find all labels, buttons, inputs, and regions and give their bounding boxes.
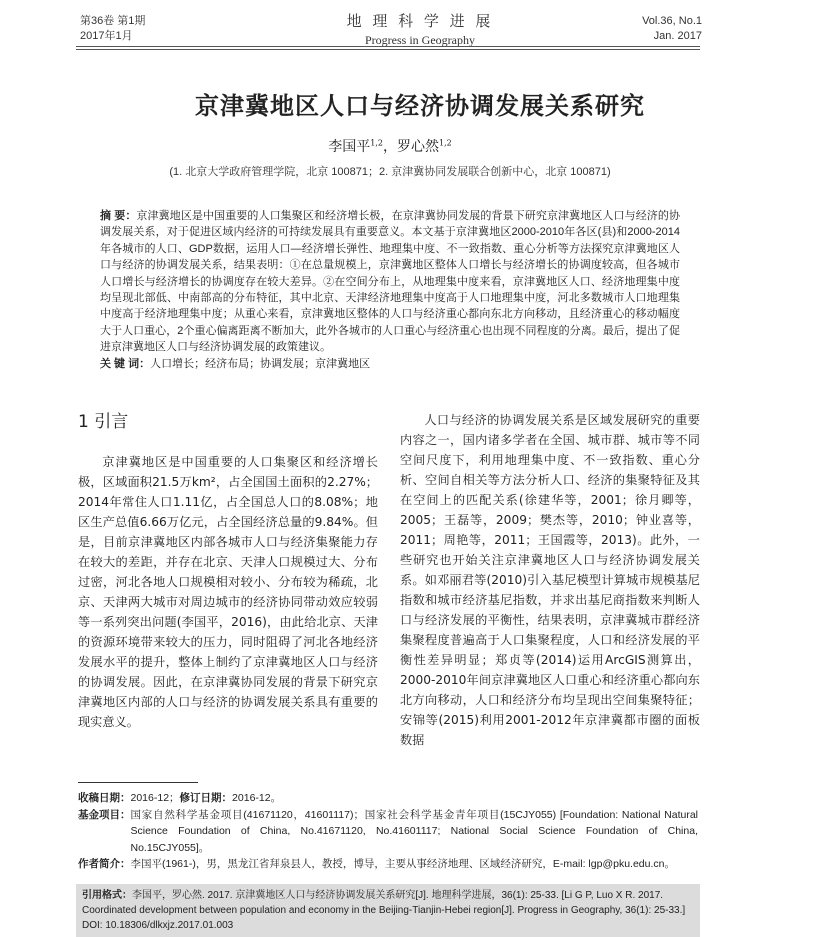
author-bio-row [78,856,698,873]
abstract-label: 摘 要： [100,210,137,222]
affiliations: (1. 北京大学政府管理学院，北京 100871；2. 京津冀协同发展联合创新中心，北京 100871) [169,166,611,178]
journal-header [0,10,840,48]
revised-date: 2016-12。 [232,792,282,804]
author-name: 李国平 [328,139,371,155]
received-date: 2016-12； [130,792,180,804]
fund-label: 基金项目： [78,808,131,821]
footnotes [78,790,698,873]
keywords [100,356,680,372]
abstract-block [100,208,680,372]
abstract [100,208,680,356]
footnote-rule [78,782,198,783]
fund-row [78,807,698,857]
right-column [400,410,700,750]
author-separator: ， [383,139,397,155]
abstract-text: 京津冀地区是中国重要的人口集聚区和经济增长极，在京津冀协同发展的背景下研究京津冀地区人口与经济的协调发展关系，对于促进区域内经济的可持续发展具有重要意义。本文基于京津冀地区2000-2010年各区(县)和2000-2014年各城市的人口、GDP数据，运用人口—经济增长弹性、地理集中度、不一致指数、重心分析等方法探究京津冀地区人口与经济的协调发展关系，结果表明：①在总量规模上，京津冀地区整体人口增长与经济增长的协调度较高，但各城市人口增长与经济增长的协调度存在较大差异。②在空间分布上，从地理集中度来看，京津冀地区人口、经济地理集中度均呈现北部低、中南部高的分布特征，其中北京、天津经济地理集中度高于人口地理集中度，河北多数城市人口地理集中度高于经济地理集中度；从重心来看，京津冀地区整体的人口与经济重心都向东北方向移动，且经济重心的移动幅度大于人口重心，2个重心偏离距离不断加大，此外各城市的人口重心与经济重心也出现不同程度的分离。最后，提出了促进京津冀地区人口与经济协调发展的政策建议。 [100,210,680,354]
body-paragraph: 人口与经济的协调发展关系是区域发展研究的重要内容之一，国内诸多学者在全国、城市群、城市等不同空间尺度下，利用地理集中度、不一致指数、重心分析、空间自相关等方法分析人口、经济的集聚特征及其在空间上的匹配关系(徐建华等，2001；徐月卿等，2005；王磊等，2009；樊杰等，2010；钟业喜等，2011；周艳等，2011；王国霞等，2013)。此外，一些研究也开始关注京津冀地区人口与经济协调发展关系。如邓丽君等(2010)引入基尼模型计算城市规模基尼指数和城市经济基尼指数，并求出基尼商指数来判断人口与经济发展的平衡性，结果表明，京津冀城市群经济集聚程度普遍高于人口集聚程度，人口和经济发展的平衡性差异明显；郑贞等(2014)运用ArcGIS测算出，2000-2010年间京津冀地区人口重心和经济重心都向东北方向移动，人口和经济分布均呈现出空间集聚特征；安锦等(2015)利用2001-2012年京津冀都市圈的面板数据 [400,413,700,747]
author-line [0,136,780,156]
author-affil-mark: 1,2 [439,138,452,148]
author-name: 罗心然 [397,139,439,155]
section-heading: 1 引言 [78,412,129,432]
article-title: 京津冀地区人口与经济协调发展关系研究 [195,92,645,120]
header-volume-en-text: Vol.36, No.1 [642,15,702,27]
fund-text: 国家自然科学基金项目(41671120，41601117)；国家社会科学基金青年项目(15CJY055) [Foundation: National Natural Science Foundation of China, No.41671120, No.41601117; National Social Science Foundation of China, No.15CJY055]。 [130,808,698,854]
author-bio-label: 作者简介： [78,858,131,870]
header-date-en: Jan. 2017 [653,30,702,42]
keywords-label: 关 键 词： [100,357,151,370]
header-volume-cn-text: 第36卷 第1期 [80,15,146,27]
citation-box [76,884,700,937]
author-bio-text: 李国平(1961-)，男，黑龙江省拜泉县人，教授，博导，主要从事经济地理、区域经济研究，E-mail: lgp@pku.edu.cn。 [130,858,675,870]
header-date-cn: 2017年1月 [80,30,133,42]
doi: DOI: 10.18306/dlkxjz.2017.01.003 [82,920,234,931]
received-label: 收稿日期： [78,792,131,804]
revised-label: 修订日期： [179,792,233,804]
journal-name-cn: 地 理 科 学 进 展 [346,12,494,30]
citation-label: 引用格式： [82,890,132,901]
received-row [78,790,698,807]
header-rule [76,46,700,50]
citation [82,888,686,918]
left-column [78,410,378,732]
body-paragraph: 京津冀地区是中国重要的人口集聚区和经济增长极，区域面积21.5万km²，占全国国土面积的2.27%；2014年常住人口1.11亿，占全国总人口的8.08%；地区生产总值6.66万亿元，占全国经济总量的9.84%。但是，目前京津冀地区内部各城市人口与经济集聚能力存在较大的差距，并存在北京、天津人口规模过大、分布过密，河北各地人口规模相对较小、分布较为稀疏，北京、天津两大城市对周边城市的经济协同带动效应较弱等一系列突出问题(李国平，2016)，由此给北京、天津的资源环境带来较大的压力，同时阻碍了河北各地经济发展水平的提升，整体上制约了京津冀地区人口与经济的协调发展。因此，在京津冀协同发展的背景下研究京津冀地区内部的人口与经济的协调发展关系具有重要的现实意义。 [78,455,378,729]
header-volume-en [642,14,702,44]
keywords-text: 人口增长；经济布局；协调发展；京津冀地区 [150,357,371,370]
citation-text: 李国平，罗心然. 2017. 京津冀地区人口与经济协调发展关系研究[J]. 地理科学进展，36(1): 25-33. [Li G P, Luo X R. 2017. Coordinated development between population and economy in the Beijing-Tianjin-Hebei region[J]. Progress in Geography, 36(1): 25-33.] [82,890,686,916]
journal-name-en: Progress in Geography [365,33,475,47]
author-affil-mark: 1,2 [370,138,383,148]
